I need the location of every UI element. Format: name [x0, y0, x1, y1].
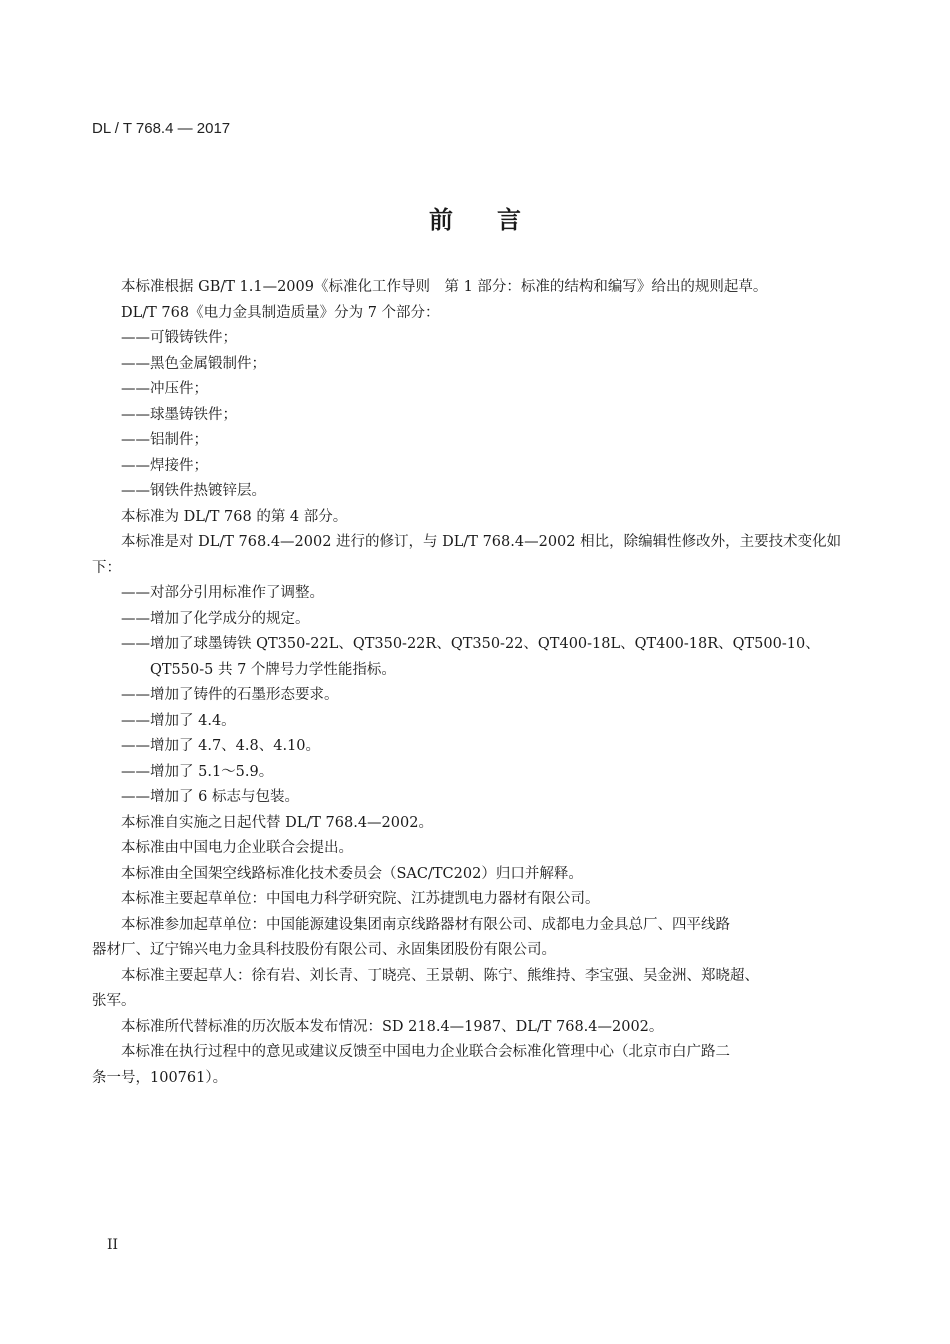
paragraph: 本标准是对 DL/T 768.4—2002 进行的修订，与 DL/T 768.4—2002 相比，除编辑性修改外，主要技术变化如下： — [92, 534, 842, 576]
paragraph: 本标准主要起草单位：中国电力科学研究院、江苏捷凯电力器材有限公司。 — [121, 891, 600, 907]
list-item: ——增加了化学成分的规定。 — [121, 610, 310, 627]
paragraph: 本标准根据 GB/T 1.1—2009《标准化工作导则 第 1 部分：标准的结构和编写》给出的规则起草。 — [121, 279, 768, 295]
paragraph: 本标准所代替标准的历次版本发布情况：SD 218.4—1987、DL/T 768.4—2002。 — [121, 1018, 664, 1035]
list-item: ——可锻铸铁件； — [121, 330, 237, 346]
paragraph: DL/T 768《电力金具制造质量》分为 7 个部分： — [121, 304, 440, 321]
list-item: ——球墨铸铁件； — [121, 406, 237, 423]
page-number: II — [107, 1237, 119, 1253]
paragraph: 本标准由中国电力企业联合会提出。 — [121, 840, 353, 856]
list-item: ——增加了球墨铸铁 QT350-22L、QT350-22R、QT350-22、QT400-18L、QT400-18R、QT500-10、 — [121, 636, 820, 652]
standard-code-header: DL / T 768.4 — 2017 — [92, 120, 231, 137]
list-item: ——焊接件； — [121, 457, 208, 474]
preface-body — [92, 275, 844, 1091]
paragraph-continuation: 张军。 — [92, 993, 136, 1009]
list-item: ——对部分引用标准作了调整。 — [121, 585, 324, 601]
list-item: ——增加了 6 标志与包装。 — [121, 789, 299, 805]
paragraph: 本标准自实施之日起代替 DL/T 768.4—2002。 — [121, 814, 433, 831]
paragraph: 本标准参加起草单位：中国能源建设集团南京线路器材有限公司、成都电力金具总厂、四平线路 — [121, 916, 730, 933]
list-item: ——增加了 5.1～5.9。 — [121, 763, 274, 780]
list-item: ——冲压件； — [121, 381, 208, 397]
page-title: 前言 — [429, 206, 565, 234]
list-item: ——钢铁件热镀锌层。 — [121, 483, 266, 499]
paragraph: 本标准为 DL/T 768 的第 4 部分。 — [121, 508, 348, 525]
paragraph-continuation: 条一号，100761）。 — [92, 1069, 228, 1086]
paragraph: 本标准由全国架空线路标准化技术委员会（SAC/TC202）归口并解释。 — [121, 865, 583, 882]
list-item: ——增加了 4.4。 — [121, 712, 236, 729]
list-item-continuation: QT550-5 共 7 个牌号力学性能指标。 — [150, 661, 396, 678]
list-item: ——黑色金属锻制件； — [121, 355, 266, 372]
list-item: ——增加了 4.7、4.8、4.10。 — [121, 738, 321, 754]
paragraph-continuation: 器材厂、辽宁锦兴电力金具科技股份有限公司、永固集团股份有限公司。 — [92, 942, 556, 958]
paragraph: 本标准主要起草人：徐有岩、刘长青、丁晓亮、王景朝、陈宁、熊维持、李宝强、吴金洲、郑晓超、 — [121, 967, 759, 984]
paragraph: 本标准在执行过程中的意见或建议反馈至中国电力企业联合会标准化管理中心（北京市白广路二 — [121, 1044, 730, 1060]
list-item: ——铝制件； — [121, 432, 208, 448]
list-item: ——增加了铸件的石墨形态要求。 — [121, 687, 339, 703]
